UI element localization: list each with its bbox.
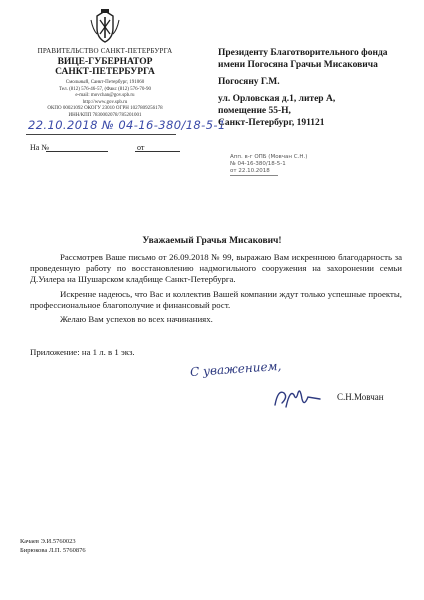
salutation: Уважаемый Грачья Мисакович! bbox=[142, 236, 282, 246]
addressee-address-3: Санкт-Петербург, 191121 bbox=[218, 118, 325, 128]
sender-contacts bbox=[20, 80, 190, 119]
outgoing-underline bbox=[26, 134, 176, 135]
executor-line-1: Качаев Э.И.5760023 bbox=[20, 538, 76, 545]
number-label: На № bbox=[30, 143, 49, 152]
executor-line-2: Бирюкова Л.П. 5760876 bbox=[20, 547, 86, 554]
stamp-underline bbox=[230, 175, 278, 176]
number-blank-line bbox=[46, 151, 108, 152]
coat-of-arms-icon bbox=[88, 8, 122, 44]
signer-name: С.Н.Мовчан bbox=[337, 392, 384, 402]
signature-icon bbox=[272, 385, 327, 411]
addressee-name: Погосяну Г.М. bbox=[218, 77, 280, 87]
attachment-note: Приложение: на 1 л. в 1 экз. bbox=[30, 347, 135, 357]
address-line: Смольный, Санкт-Петербург, 191060 bbox=[65, 80, 145, 85]
sender-position bbox=[20, 57, 190, 77]
addressee-line-1: Президенту Благотворительного фонда bbox=[218, 48, 388, 58]
addressee-line-2: имени Погосяна Грачьи Мисаковича bbox=[218, 60, 378, 70]
phone-line: Тел. (812) 576-46-57, (Факс (812) 576-70-90 bbox=[58, 86, 151, 92]
addressee-block bbox=[218, 47, 418, 129]
inn-line: ИНН/КПП 7830002078/785201001 bbox=[68, 112, 142, 118]
body-paragraph: Желаю Вам успехов во всех начинаниях. bbox=[60, 314, 213, 325]
stamp-line-2: № 04-16-380/18-5-1 bbox=[230, 160, 286, 167]
position-line-1: ВИЦЕ-ГУБЕРНАТОР bbox=[57, 57, 153, 67]
letter-body bbox=[30, 252, 402, 328]
regards-handwritten: С уважением, bbox=[189, 358, 282, 380]
stamp-line-1: Апп. в-г ОПБ (Мовчан С.Н.) bbox=[230, 154, 308, 160]
body-paragraph: Рассмотрев Ваше письмо от 26.09.2018 № 99, выражаю Вам искреннюю благодарность за проведенную работу по восстановлению надмогильного сооружения на захоронении семьи Д.Уилера на Шушарском кладбище Санкт-Петербурга. bbox=[30, 252, 402, 285]
stamp-line-3: от 22.10.2018 bbox=[230, 167, 270, 174]
government-name: ПРАВИТЕЛЬСТВО САНКТ-ПЕТЕРБУРГА bbox=[37, 47, 173, 55]
executors-block bbox=[20, 537, 86, 555]
registration-stamp bbox=[230, 154, 307, 176]
email-line: e-mail: movchan@gov.spb.ru bbox=[75, 93, 135, 98]
okpo-line: ОКПО 00021092 ОКОГУ 23010 ОГРН 1027809256178 bbox=[47, 106, 163, 111]
date-blank-line bbox=[135, 151, 180, 152]
body-paragraph: Искренне надеюсь, что Вас и коллектив Вашей компании ждут только успешные проекты, профессиональное благополучие и финансовый рост. bbox=[30, 288, 402, 310]
website-line: http://www.gov.spb.ru bbox=[82, 99, 128, 105]
addressee-address-2: помещение 55-Н, bbox=[218, 106, 291, 116]
date-label: от bbox=[136, 143, 145, 152]
addressee-address-1: ул. Орловская д.1, литер А, bbox=[218, 94, 336, 104]
position-line-2: САНКТ-ПЕТЕРБУРГА bbox=[55, 67, 155, 77]
outgoing-number-handwritten: 22.10.2018 № 04-16-380/18-5-1 bbox=[28, 118, 226, 132]
